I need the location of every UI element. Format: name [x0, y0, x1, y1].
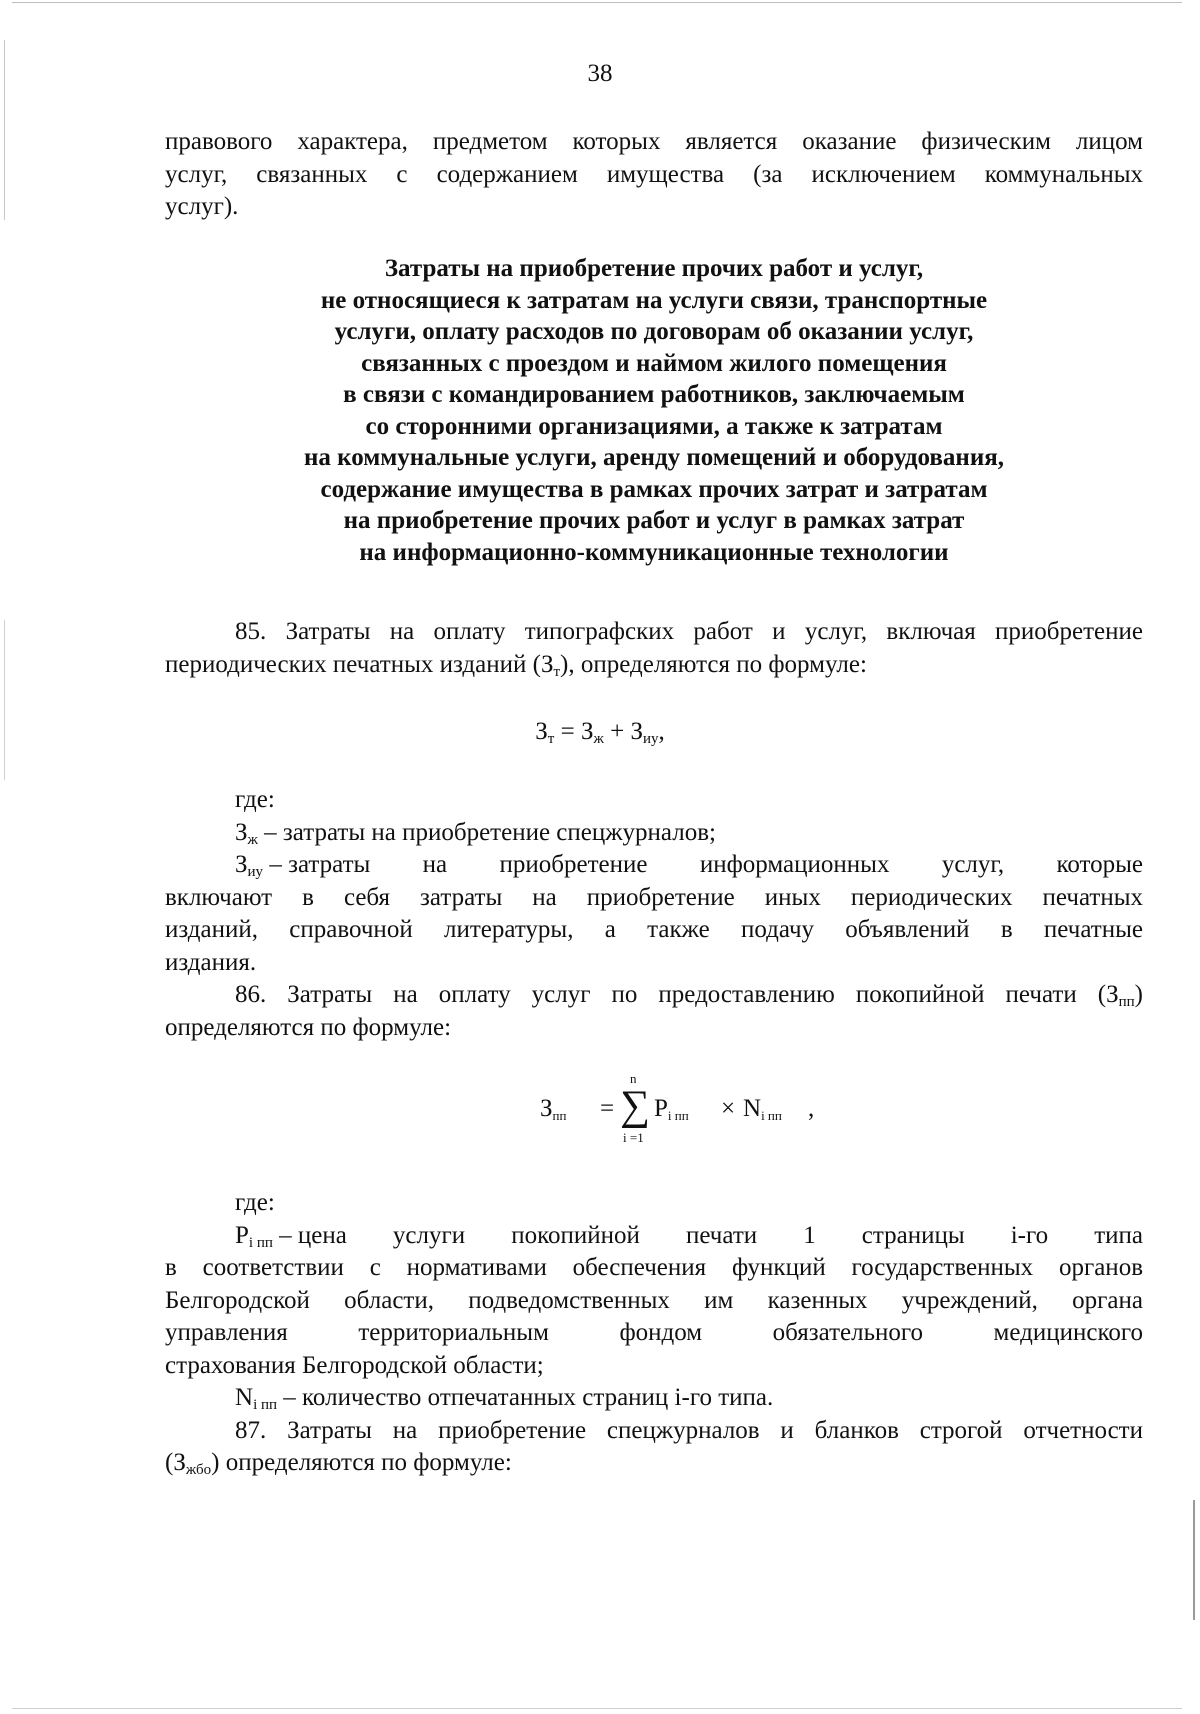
def-zh: [165, 817, 1143, 850]
def-zh-symbol: З: [235, 818, 248, 846]
formula86-n-symbol: N: [743, 1095, 762, 1122]
p87-line-1: 87. Затраты на приобретение спецжурналов и бланков строгой отчетности: [235, 1416, 1143, 1444]
def-p-word-3: покопийной: [511, 1221, 640, 1249]
formula86-lhs: [540, 1095, 566, 1123]
def-p-word-2: услуги: [392, 1221, 466, 1249]
heading-line-6: со сторонними организациями, а также к затратам: [365, 412, 943, 440]
def-iu-word-3: приобретение: [499, 851, 648, 878]
def-iu-line-1: [165, 849, 1143, 882]
def-p-word-6: страницы: [861, 1221, 965, 1249]
intro-line-1: правового характера, предметом которых является оказание физическим лицом: [165, 128, 1143, 155]
intro-line-2: услуг, связанных с содержанием имущества (за исключением коммунальных: [165, 160, 1143, 188]
formula86-n-term: [743, 1095, 782, 1123]
formula86-lhs-symbol: З: [540, 1095, 553, 1122]
formula86-lower-limit: i =1: [623, 1130, 644, 1145]
def-iu-word-1: – затраты: [263, 851, 371, 878]
section-heading: [165, 253, 1143, 568]
p85-line-1: 85. Затраты на оплату типографских работ и услуг, включая приобретение: [235, 618, 1143, 645]
def-p-line-4: [165, 1317, 1143, 1350]
def-p-word-1: – цена: [272, 1221, 347, 1249]
p87-line-2-open: (З: [165, 1449, 186, 1476]
p85-line-2-text: периодических печатных изданий (З: [165, 650, 554, 678]
def-iu-word-6: которые: [1056, 851, 1143, 878]
p86-line-1: [165, 979, 1143, 1012]
def-iu-word-4: информационных: [699, 851, 890, 878]
def-p-word-7: i-го: [1010, 1221, 1049, 1249]
where-1: где:: [235, 786, 275, 813]
formula85-sub-t: т: [547, 731, 555, 747]
def-iu-line-3: изданий, справочной литературы, а также подачу объявлений в печатные: [165, 916, 1143, 943]
def-p-line-2: в соответствии с нормативами обеспечения функций государственных органов: [165, 1254, 1143, 1281]
def-n: [165, 1382, 1143, 1415]
definitions-85: [165, 784, 1143, 1044]
def-iu-subscript: иу: [247, 864, 264, 880]
heading-line-3: услуги, оплату расходов по договорам об оказании услуг,: [334, 318, 974, 345]
formula-85: [0, 718, 1200, 746]
def-p-term: [235, 1220, 347, 1253]
p86-line-2: определяются по формуле:: [165, 1013, 452, 1041]
def-zh-text: – затраты на приобретение спецжурналов;: [257, 818, 716, 846]
def-p-line-4-word-4: обязательного: [772, 1319, 923, 1346]
heading-line-8: содержание имущества в рамках прочих затрат и затратам: [320, 475, 988, 503]
formula85-sub-iu: иу: [642, 731, 659, 747]
p86-line-1-text: 86. Затраты на оплату услуг по предоставлению покопийной печати (З: [235, 981, 1119, 1008]
formula86-n-subscript: i пп: [761, 1108, 782, 1123]
formula86-p-symbol: P: [654, 1095, 668, 1122]
def-iu-line-4: издания.: [165, 948, 257, 976]
formula86-lhs-subscript: пп: [552, 1108, 567, 1123]
heading-line-1: Затраты на приобретение прочих работ и услуг,: [384, 255, 924, 282]
def-iu-word-5: услуг,: [941, 851, 1005, 878]
scan-edge-left-lower: [4, 620, 5, 780]
formula-86: [540, 1071, 840, 1155]
heading-line-7: на коммунальные услуги, аренду помещений и оборудования,: [303, 444, 1004, 471]
def-iu-symbol: З: [235, 851, 248, 878]
p87-line-2: [165, 1447, 1143, 1480]
heading-line-4: связанных с проездом и наймом жилого помещения: [361, 349, 947, 377]
scan-edge-top: [12, 2, 1182, 3]
def-p-line-3: Белгородской области, подведомственных им казенных учреждений, органа: [165, 1286, 1143, 1314]
def-n-symbol: N: [235, 1384, 254, 1411]
def-p-line-5: страхования Белгородской области;: [165, 1351, 544, 1379]
formula85-sub-zh: ж: [593, 731, 604, 747]
def-p-line-4-word-1: управления: [165, 1319, 288, 1346]
def-p-word-5: 1: [803, 1221, 816, 1249]
p85-line-2: [165, 649, 1143, 682]
def-p-line-4-word-2: территориальным: [358, 1319, 549, 1346]
formula86-p-subscript: i пп: [667, 1108, 689, 1123]
def-p-line-1: [165, 1220, 1143, 1253]
heading-line-5: в связи с командированием работников, заключаемым: [343, 381, 965, 408]
intro-line-3: услуг).: [165, 193, 239, 220]
heading-line-10: на информационно-коммуникационные технологии: [359, 538, 949, 566]
sigma-icon: ∑: [620, 1083, 650, 1129]
formula86-upper-limit: n: [630, 1071, 637, 1086]
formula85-plus: + З: [603, 718, 643, 745]
formula86-times: ×: [721, 1095, 736, 1122]
heading-line-2: не относящиеся к затратам на услуги связи, транспортные: [320, 286, 988, 314]
formula86-p-term: [654, 1095, 689, 1123]
p85-line-2-tail: ), определяются по формуле:: [560, 650, 867, 678]
p87-subscript: жбо: [185, 1462, 212, 1478]
def-n-text: – количество отпечатанных страниц i-го типа.: [277, 1384, 774, 1411]
def-zh-subscript: ж: [247, 831, 258, 848]
def-n-subscript: i пп: [253, 1397, 278, 1413]
p85-symbol-subscript: т: [553, 663, 561, 680]
intro-paragraph: [165, 126, 1143, 224]
where-2: где:: [235, 1189, 275, 1216]
formula85-eq: = З: [554, 718, 594, 745]
p86-subscript: пп: [1118, 994, 1135, 1010]
def-p-line-4-word-3: фондом: [619, 1319, 703, 1346]
def-p-subscript: i пп: [248, 1234, 273, 1251]
p86-line-1-tail: ): [1134, 981, 1143, 1008]
heading-line-9: на приобретение прочих работ и услуг в рамках затрат: [343, 507, 965, 534]
paragraph-85: [165, 616, 1143, 681]
def-p-symbol: P: [235, 1221, 249, 1249]
formula85-comma: ,: [658, 718, 665, 745]
scan-edge-right: [1193, 1500, 1195, 1620]
definitions-86: [165, 1187, 1143, 1480]
def-p-word-8: типа: [1094, 1221, 1143, 1249]
def-iu-word-2: на: [422, 851, 448, 878]
scan-edge-bottom: [12, 1708, 1182, 1709]
def-p-line-4-word-5: медицинского: [993, 1319, 1143, 1346]
def-p-word-4: печати: [685, 1221, 758, 1249]
formula86-equals: =: [600, 1095, 615, 1122]
formula85-z: З: [535, 718, 548, 745]
p87-line-2-tail: ) определяются по формуле:: [211, 1449, 512, 1476]
page-number: 38: [587, 60, 613, 87]
def-iu-line-2: включают в себя затраты на приобретение иных периодических печатных: [165, 883, 1143, 911]
formula86-comma: ,: [808, 1095, 815, 1122]
def-iu-term: [235, 849, 370, 882]
